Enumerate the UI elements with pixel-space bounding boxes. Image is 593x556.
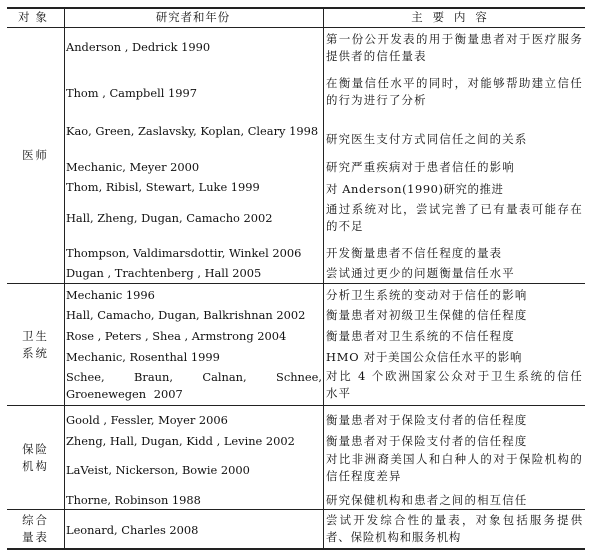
- row-content: 对比 4 个欧洲国家公众对于卫生系统的信任水平: [326, 369, 583, 400]
- header-bottom-rule: [7, 27, 585, 28]
- row-author: LaVeist, Nickerson, Bowie 2000: [66, 462, 250, 477]
- row-content: 第一份公开发表的用于衡量患者对于医疗服务提供者的信任量表: [326, 32, 583, 63]
- row-content: 衡量患者对卫生系统的不信任程度: [326, 328, 515, 343]
- subject-physician: 医师: [22, 148, 49, 162]
- row-author: Thorne, Robinson 1988: [66, 492, 201, 507]
- row-content: 研究保健机构和患者之间的相互信任: [326, 492, 528, 507]
- row-author: Hall, Zheng, Dugan, Camacho 2002: [66, 210, 273, 225]
- row-content: 分析卫生系统的变动对于信任的影响: [326, 287, 528, 302]
- row-content: 研究医生支付方式同信任之间的关系: [326, 131, 528, 146]
- row-content: 开发衡量患者不信任程度的量表: [326, 245, 503, 260]
- row-author: Leonard, Charles 2008: [66, 522, 199, 537]
- row-author: Goold , Fessler, Moyer 2006: [66, 412, 228, 427]
- row-author: Rose , Peters , Shea , Armstrong 2004: [66, 328, 287, 343]
- row-content: 通过系统对比，尝试完善了已有量表可能存在的不足: [326, 202, 583, 233]
- row-content: 衡量患者对初级卫生保健的信任程度: [326, 307, 528, 322]
- row-content: 对比非洲裔美国人和白种人的对于保险机构的信任程度差异: [326, 452, 583, 483]
- row-author: Thom , Campbell 1997: [66, 85, 197, 100]
- row-author: Thompson, Valdimarsdottir, Winkel 2006: [66, 245, 302, 260]
- row-content: 衡量患者对于保险支付者的信任程度: [326, 412, 528, 427]
- row-author: Kao, Green, Zaslavsky, Koplan, Cleary 1998: [66, 124, 319, 138]
- group-divider-rule: [7, 283, 585, 284]
- header-content: 主要内容: [411, 10, 497, 24]
- column-divider: [323, 7, 324, 550]
- row-content: 尝试通过更少的问题衡量信任水平: [326, 265, 515, 280]
- literature-table: [7, 7, 585, 550]
- row-content: 对 Anderson(1990)研究的推进: [326, 181, 504, 196]
- row-content: 尝试开发综合性的量表，对象包括服务提供者、保险机构和服务机构: [326, 513, 583, 544]
- row-author: Anderson , Dedrick 1990: [66, 39, 211, 54]
- row-author: Thom, Ribisl, Stewart, Luke 1999: [66, 179, 260, 194]
- row-content: HMO 对于美国公众信任水平的影响: [326, 349, 523, 364]
- row-author: Mechanic, Meyer 2000: [66, 159, 200, 174]
- row-author: Mechanic 1996: [66, 287, 155, 302]
- subject-composite: 综合量表: [22, 513, 49, 544]
- row-author: Zheng, Hall, Dugan, Kidd , Levine 2002: [66, 433, 295, 448]
- row-content: 研究严重疾病对于患者信任的影响: [326, 159, 515, 174]
- row-author: Dugan , Trachtenberg , Hall 2005: [66, 265, 262, 280]
- header-author: 研究者和年份: [155, 10, 231, 24]
- row-content: 衡量患者对于保险支付者的信任程度: [326, 433, 528, 448]
- subject-insurance: 保险机构: [22, 441, 49, 473]
- header-subject: 对象: [18, 10, 53, 24]
- row-author: Hall, Camacho, Dugan, Balkrishnan 2002: [66, 307, 306, 322]
- group-divider-rule: [7, 509, 585, 510]
- row-author: Schee, Braun, Calnan, Schnee, Groenewegen 2007: [66, 370, 322, 401]
- table-bottom-rule: [7, 548, 585, 550]
- subject-health-system: 卫生系统: [22, 328, 49, 360]
- row-content: 在衡量信任水平的同时，对能够帮助建立信任的行为进行了分析: [326, 76, 583, 107]
- row-author: Mechanic, Rosenthal 1999: [66, 349, 220, 364]
